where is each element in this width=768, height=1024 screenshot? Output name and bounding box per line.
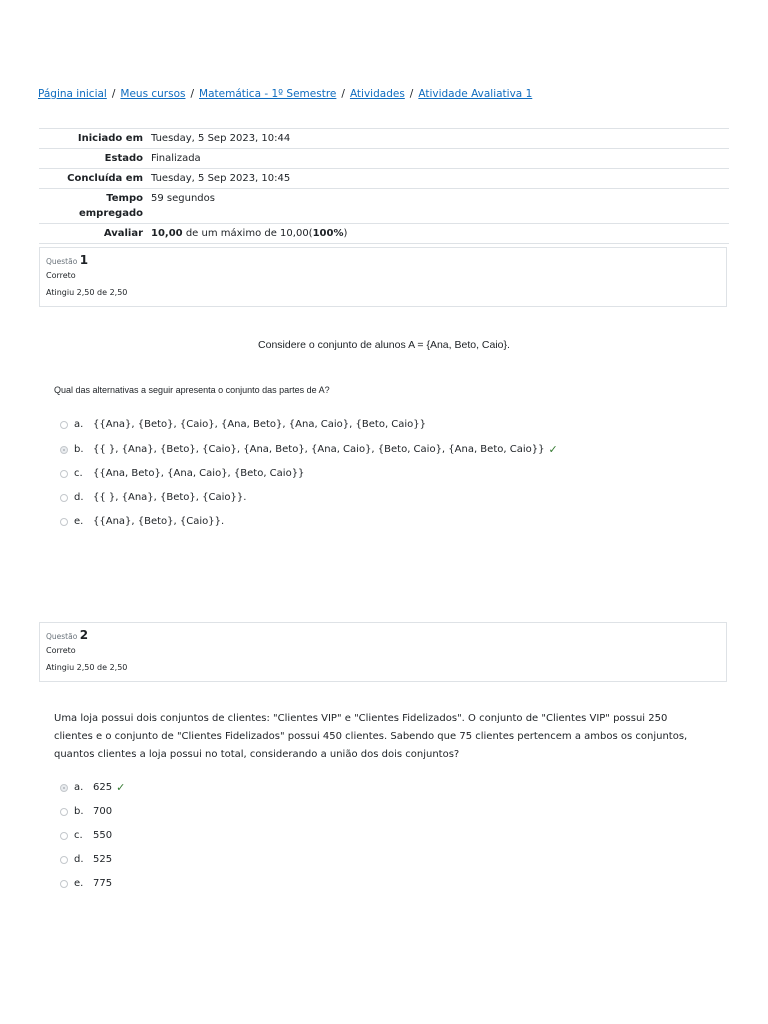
question-number [46,253,720,267]
question-state: Correto [46,271,76,280]
summary-label: Iniciado em [39,129,147,149]
answer-text: {{ }, {Ana}, {Beto}, {Caio}}. [93,492,247,503]
question-state: Correto [46,646,76,655]
answer-text: 525 [93,854,113,865]
question-prefix: Questão [46,632,78,641]
answer-text: 625 [93,782,113,793]
question-2-prompt: Uma loja possui dois conjuntos de clientes: "Clientes VIP" e "Clientes Fidelizados". O conjunto de "Clientes VIP" possui 250 clientes e o conjunto de "Clientes Fidelizados" possui 450 clientes. Sabendo que 75 clientes pertencem a ambos os conjuntos, quantos clientes a loja possui no total, considerando a união dos dois conjuntos? [54,713,688,760]
summary-row-grade [39,224,729,244]
grade-percent: 100% [312,228,344,239]
q1-answer-e[interactable] [60,516,224,527]
grade-score: 10,00 [151,228,183,239]
answer-letter: d. [74,492,84,503]
summary-value: Tuesday, 5 Sep 2023, 10:45 [147,169,729,189]
answer-letter: b. [74,444,84,455]
radio-icon[interactable] [60,856,68,864]
answer-text: {{Ana}, {Beto}, {Caio}, {Ana, Beto}, {Ana, Caio}, {Beto, Caio}} [93,419,427,430]
attempt-summary-table [39,128,729,244]
summary-value: Tuesday, 5 Sep 2023, 10:44 [147,129,729,149]
answer-text: 775 [93,878,113,889]
radio-icon[interactable] [60,880,68,888]
summary-value: Finalizada [147,149,729,169]
answer-letter: d. [74,854,84,865]
summary-label-line2: empregado [78,208,143,219]
answer-text: 550 [93,830,113,841]
answer-letter: c. [74,468,83,479]
question-number-value: 1 [79,253,89,267]
summary-value: 59 segundos [147,189,729,224]
summary-value [147,224,729,244]
answer-letter: c. [74,830,83,841]
q2-answer-c[interactable] [60,830,112,841]
breadcrumb-activity-link[interactable]: Atividade Avaliativa 1 [418,88,533,100]
radio-icon[interactable] [60,518,68,526]
question-grade: Atingiu 2,50 de 2,50 [46,288,128,297]
question-1-context: Considere o conjunto de alunos A = {Ana, Beto, Caio}. [258,339,510,351]
radio-icon[interactable] [60,832,68,840]
summary-row-started [39,129,729,149]
q2-answer-a[interactable] [60,781,125,794]
summary-label: Estado [39,149,147,169]
summary-label [39,189,147,224]
check-icon: ✓ [548,443,558,456]
question-number-value: 2 [79,628,89,642]
grade-end: ) [343,228,348,239]
answer-text: 700 [93,806,113,817]
q1-answer-a[interactable] [60,419,426,430]
q2-answer-b[interactable] [60,806,112,817]
radio-icon[interactable] [60,808,68,816]
summary-label: Avaliar [39,224,147,244]
breadcrumb-home-link[interactable]: Página inicial [38,88,107,100]
answer-letter: a. [74,782,84,793]
grade-mid: de um máximo de 10,00( [185,228,313,239]
answer-letter: e. [74,516,84,527]
q2-answer-d[interactable] [60,854,112,865]
check-icon: ✓ [116,781,126,794]
q1-answer-d[interactable] [60,492,246,503]
question-1-prompt: Qual das alternativas a seguir apresenta o conjunto das partes de A? [54,385,330,395]
answer-letter: b. [74,806,84,817]
question-number [46,628,720,642]
breadcrumb-course-link[interactable]: Matemática - 1º Semestre [199,88,337,100]
answer-letter: a. [74,419,84,430]
radio-icon[interactable] [60,421,68,429]
q1-answer-c[interactable] [60,468,304,479]
answer-text: {{ }, {Ana}, {Beto}, {Caio}, {Ana, Beto}, {Ana, Caio}, {Beto, Caio}, {Ana, Beto, Caio}} [93,444,545,455]
question-1-info [39,247,727,307]
summary-row-time [39,189,729,224]
question-2-info [39,622,727,682]
summary-label: Concluída em [39,169,147,189]
summary-row-completed [39,169,729,189]
answer-letter: e. [74,878,84,889]
breadcrumb: Página inicial / Meus cursos / Matemática - 1º Semestre / Atividades / Atividade Avaliativa 1 [38,88,533,100]
answer-text: {{Ana}, {Beto}, {Caio}}. [93,516,225,527]
q2-answer-e[interactable] [60,878,112,889]
q1-answer-b[interactable] [60,443,558,456]
radio-icon[interactable] [60,470,68,478]
summary-label-line1: Tempo [106,193,143,204]
question-grade: Atingiu 2,50 de 2,50 [46,663,128,672]
radio-icon[interactable] [60,494,68,502]
question-prefix: Questão [46,257,78,266]
summary-row-state [39,149,729,169]
breadcrumb-activities-link[interactable]: Atividades [349,88,405,100]
breadcrumb-my-courses-link[interactable]: Meus cursos [120,88,186,100]
radio-icon[interactable] [60,784,68,792]
answer-text: {{Ana, Beto}, {Ana, Caio}, {Beto, Caio}} [93,468,305,479]
radio-icon[interactable] [60,446,68,454]
